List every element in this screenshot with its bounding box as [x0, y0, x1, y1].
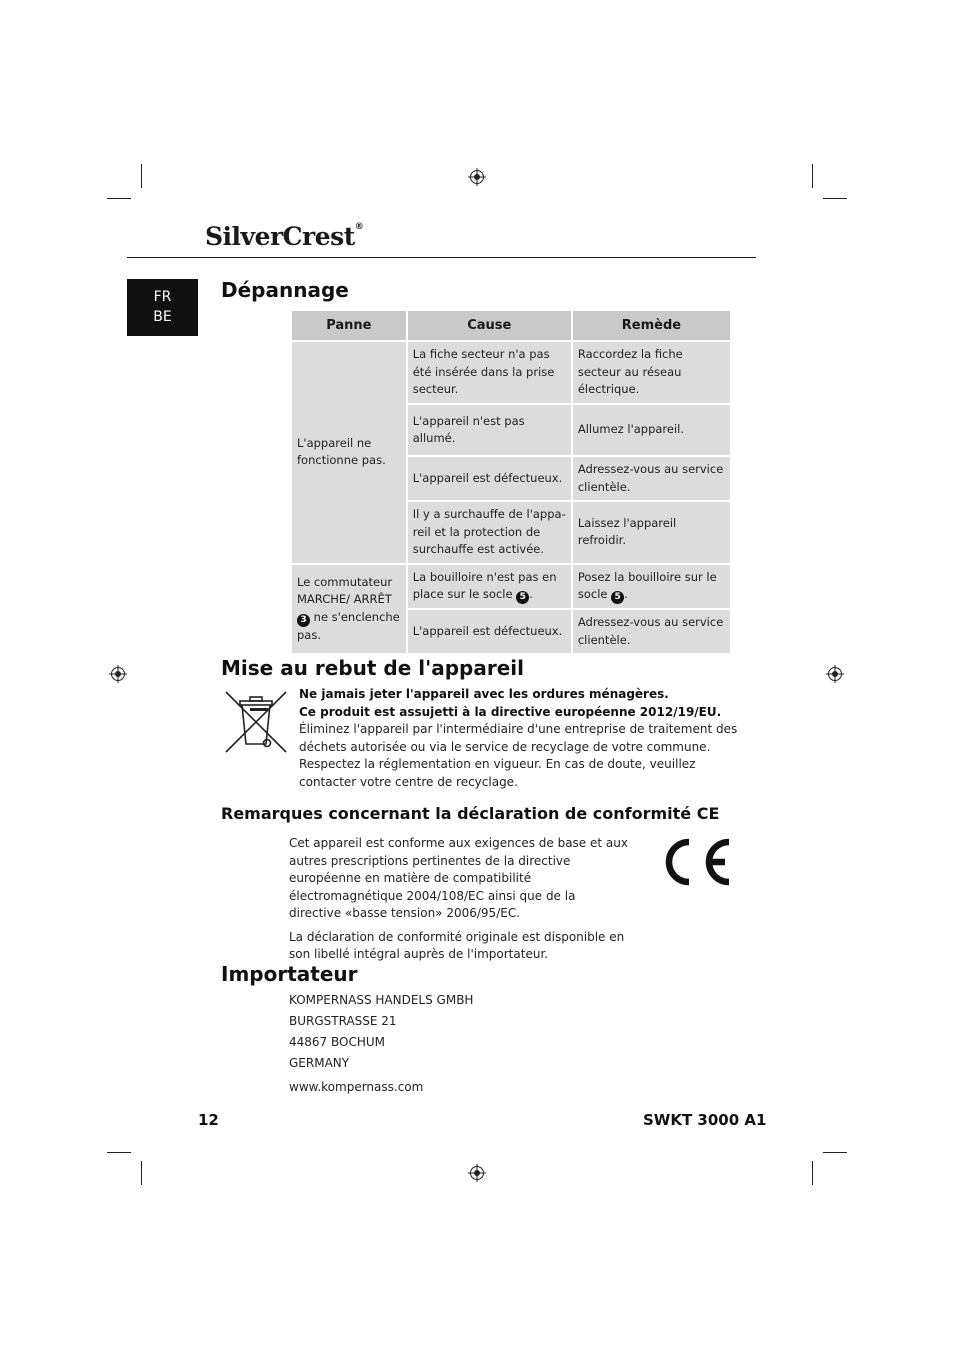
table-header-row: [291, 310, 731, 341]
part-number-badge: 5: [516, 591, 529, 604]
header-rule: [127, 257, 756, 258]
crop-mark: [107, 198, 131, 199]
remedy-cell: Adressez-vous au service clientèle.: [572, 456, 731, 501]
section-title-troubleshooting: Dépannage: [221, 278, 349, 302]
crop-mark: [812, 1161, 813, 1185]
part-number-badge: 3: [297, 614, 310, 627]
cause-cell: La bouilloire n'est pas en place sur le socle 5 .: [407, 564, 572, 610]
registration-mark-icon: [468, 168, 486, 186]
conformity-text: Cet appareil est conforme aux exigences de base et aux autres prescriptions pertinentes de la directive européenne en matière de compatibilité électromagnétique 2004/108/EC ainsi que de la directive «basse tension» 2006/95/EC. La déclaration de conformité originale est disponible en son libellé intégral auprès de l'importateur.: [289, 836, 628, 961]
remedy-cell: Raccordez la fiche secteur au réseau électrique.: [572, 341, 731, 404]
ce-mark-icon: [655, 836, 733, 888]
crop-mark: [812, 164, 813, 188]
part-number-badge: 5: [611, 591, 624, 604]
remedy-cell: Adressez-vous au service clientèle.: [572, 609, 731, 654]
fault-cell: L'appareil ne fonctionne pas.: [291, 341, 407, 564]
column-header: Remède: [572, 310, 731, 341]
column-header: Cause: [407, 310, 572, 341]
cause-cell: La fiche secteur n'a pas été insérée dans la prise secteur.: [407, 341, 572, 404]
remedy-cell: Allumez l'appareil.: [572, 404, 731, 456]
importer-address: KOMPERNASS HANDELS GMBH BURGSTRASSE 21 44867 BOCHUM GERMANY: [289, 993, 474, 1070]
brand-logo: SilverCrest®: [205, 222, 364, 251]
cause-cell: Il y a surchauffe de l'appa-reil et la protection de surchauffe est activée.: [407, 501, 572, 564]
page-number: 12: [198, 1111, 219, 1129]
registration-mark-icon: [109, 665, 127, 683]
disposal-text: Ne jamais jeter l'appareil avec les ordures ménagères. Ce produit est assujetti à la directive européenne 2012/19/EU. Éliminez l'appareil par l'intermédiaire d'une entreprise de traitement des déchets autorisée ou via le service de recyclage de votre commune. Respectez la réglementation en vigueur. En cas de doute, veuillez contacter votre centre de recyclage.: [299, 687, 738, 789]
language-tab: FR BE: [127, 279, 198, 336]
crop-mark: [823, 1152, 847, 1153]
crop-mark: [107, 1152, 131, 1153]
section-title-conformity: Remarques concernant la déclaration de conformité CE: [221, 804, 720, 823]
importer-website: www.kompernass.com: [289, 1080, 424, 1094]
table-row: [291, 564, 731, 610]
troubleshooting-table: [290, 309, 732, 655]
crop-mark: [823, 198, 847, 199]
registration-mark-icon: [468, 1164, 486, 1182]
cause-cell: L'appareil est défectueux.: [407, 456, 572, 501]
model-number: SWKT 3000 A1: [643, 1111, 767, 1129]
remedy-cell: Posez la bouilloire sur le socle 5 .: [572, 564, 731, 610]
crop-mark: [141, 164, 142, 188]
cause-cell: L'appareil n'est pas allumé.: [407, 404, 572, 456]
crossed-bin-icon: [220, 688, 292, 754]
table-row: [291, 341, 731, 404]
crop-mark: [141, 1161, 142, 1185]
fault-cell: Le commutateur MARCHE/ ARRÊT 3 ne s'enclenche pas.: [291, 564, 407, 655]
cause-cell: L'appareil est défectueux.: [407, 609, 572, 654]
registration-mark-icon: [826, 665, 844, 683]
column-header: Panne: [291, 310, 407, 341]
remedy-cell: Laissez l'appareil refroidir.: [572, 501, 731, 564]
section-title-importer: Importateur: [221, 962, 358, 986]
section-title-disposal: Mise au rebut de l'appareil: [221, 656, 524, 680]
